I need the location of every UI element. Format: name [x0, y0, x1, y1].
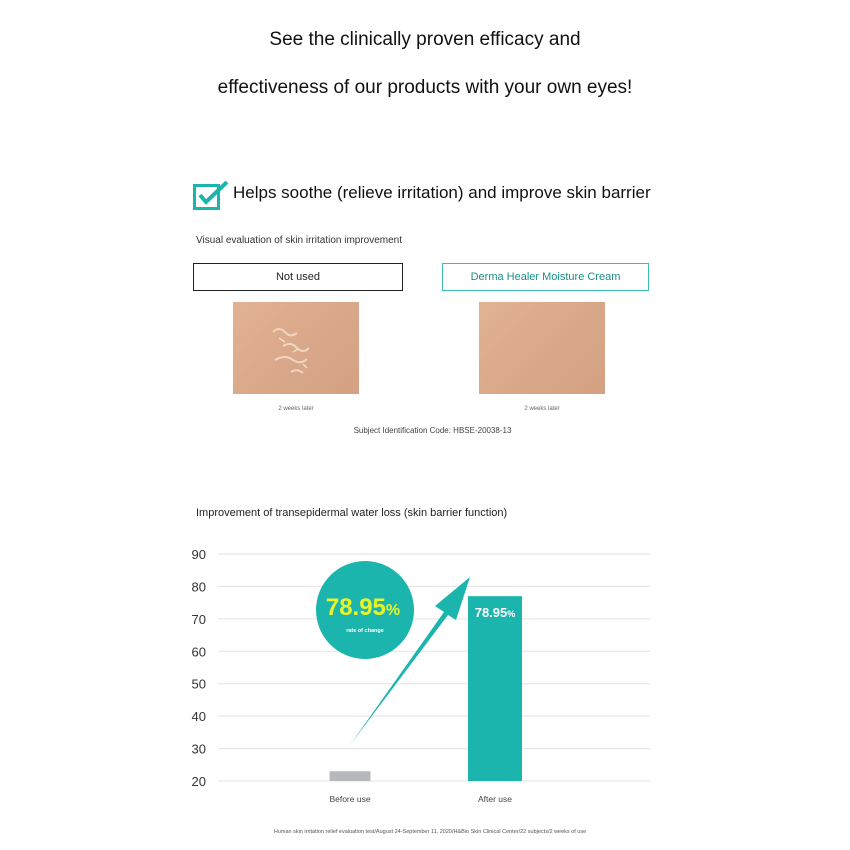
twl-bar-chart — [180, 540, 660, 815]
chart-title: Improvement of transepidermal water loss (skin barrier function) — [196, 507, 508, 519]
y-tick-label: 40 — [191, 709, 206, 725]
rate-value: 78.95% — [325, 594, 401, 621]
y-tick-label: 80 — [191, 579, 206, 595]
bar-before — [330, 771, 371, 781]
bar-after — [468, 596, 522, 781]
headline-line-1: See the clinically proven efficacy and — [269, 29, 581, 50]
y-tick-label: 60 — [191, 644, 206, 660]
irritation-caption: Visual evaluation of skin irritation improvement — [196, 235, 403, 246]
y-tick-label: 30 — [191, 741, 206, 757]
y-tick-label: 20 — [191, 774, 206, 789]
after-photo-caption: 2 weeks later — [524, 406, 560, 412]
study-footnote: Human skin irritation relief evaluation test/August 24-September 11, 2020/H&Bio Skin Clinical Center/22 subjects/2 weeks of use — [273, 829, 587, 835]
x-tick-label: Before use — [329, 794, 371, 804]
checkbox-check-icon — [193, 181, 229, 211]
derma-healer-label: Derma Healer Moisture Cream — [442, 263, 649, 291]
before-photo-caption: 2 weeks later — [278, 406, 314, 412]
y-tick-label: 70 — [191, 611, 206, 627]
section-heading: Helps soothe (relieve irritation) and improve skin barrier — [233, 183, 651, 202]
y-tick-label: 50 — [191, 676, 206, 692]
headline-line-2: effectiveness of our products with your own eyes! — [217, 77, 633, 98]
not-used-label: Not used — [193, 263, 403, 291]
skin-before-photo — [233, 302, 359, 394]
y-tick-label: 90 — [191, 547, 206, 562]
skin-after-photo — [479, 302, 605, 394]
subject-code: Subject Identification Code: HBSE-20038-13 — [353, 426, 512, 435]
bar-value-label: 78.95% — [474, 605, 516, 621]
x-tick-label: After use — [477, 794, 513, 804]
rate-caption: rate of change — [346, 628, 384, 634]
